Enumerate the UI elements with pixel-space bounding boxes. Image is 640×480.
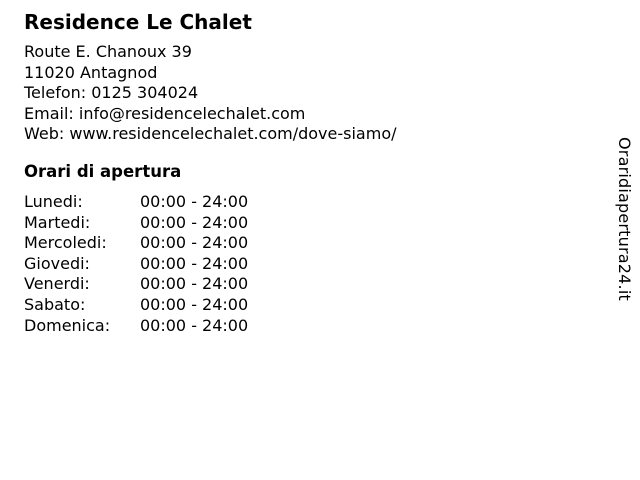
opening-hours-row-sunday: [24, 316, 616, 337]
web-line: [24, 124, 616, 145]
opening-hours-table: [24, 192, 616, 336]
opening-hours-row-tuesday: [24, 213, 616, 234]
web-value: www.residencelechalet.com/dove-siamo/: [69, 124, 397, 144]
opening-hours-row-wednesday: [24, 233, 616, 254]
day-label: Venerdi:: [24, 274, 90, 294]
contact-block: [24, 42, 616, 145]
opening-hours-row-thursday: [24, 254, 616, 275]
day-label: Martedi:: [24, 212, 91, 232]
day-hours: 00:00 - 24:00: [140, 274, 249, 294]
day-label: Lunedi:: [24, 191, 83, 211]
day-label: Domenica:: [24, 315, 111, 335]
day-label: Giovedi:: [24, 253, 90, 273]
day-hours: 00:00 - 24:00: [140, 233, 249, 253]
email-line: [24, 104, 616, 125]
email-label: Email:: [24, 103, 79, 123]
web-label: Web:: [24, 124, 70, 144]
day-label: Mercoledi:: [24, 233, 107, 253]
watermark-vertical-text: Oraridiapertura24.it: [615, 137, 634, 301]
address-city: 11020 Antagnod: [24, 62, 158, 82]
opening-hours-row-friday: [24, 274, 616, 295]
opening-hours-row-monday: [24, 192, 616, 213]
day-hours: 00:00 - 24:00: [140, 253, 249, 273]
day-label: Sabato:: [24, 294, 86, 314]
opening-hours-heading: Orari di apertura: [24, 161, 182, 181]
phone-value: 0125 304024: [91, 83, 199, 103]
email-value: info@residencelechalet.com: [78, 103, 306, 123]
day-hours: 00:00 - 24:00: [140, 294, 249, 314]
address-street: Route E. Chanoux 39: [24, 42, 192, 61]
day-hours: 00:00 - 24:00: [140, 191, 249, 211]
phone-line: [24, 83, 616, 104]
page-title: Residence Le Chalet: [24, 10, 252, 34]
phone-label: Telefon:: [24, 83, 92, 103]
day-hours: 00:00 - 24:00: [140, 212, 249, 232]
day-hours: 00:00 - 24:00: [140, 315, 249, 335]
opening-hours-row-saturday: [24, 295, 616, 316]
